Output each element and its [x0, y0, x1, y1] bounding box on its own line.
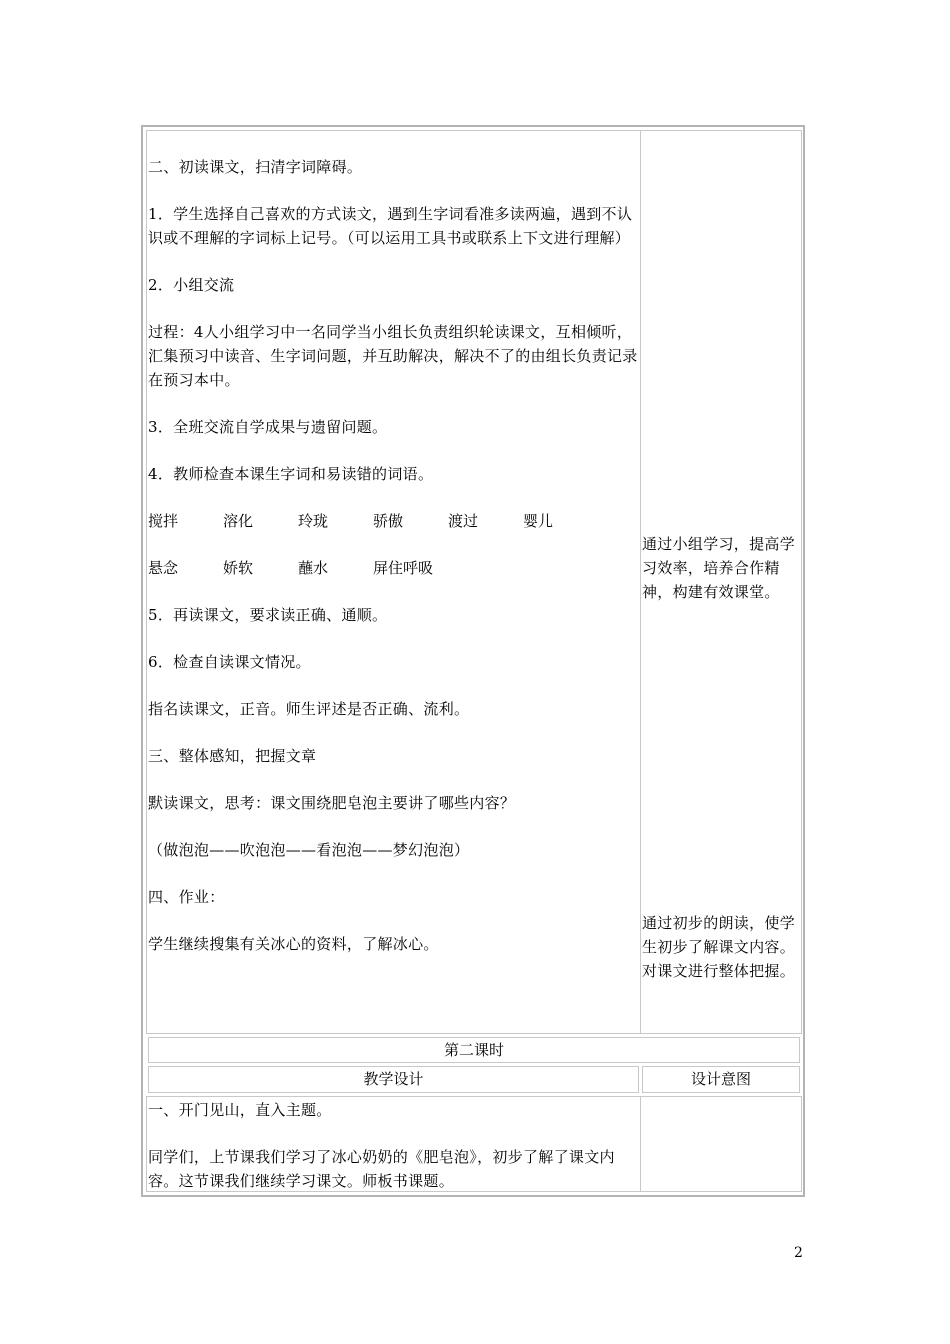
header-design: 教学设计 — [363, 1070, 424, 1088]
vocab-row-2 — [148, 556, 640, 580]
header-design-cell — [148, 1066, 639, 1093]
section-heading: 四、作业： — [148, 888, 225, 906]
paragraph: 6．检查自读课文情况。 — [148, 653, 311, 671]
vocab-row-1 — [148, 509, 640, 533]
paragraph: 过程：4人小组学习中一名同学当小组长负责组织轮读课文，互相倾听，汇集预习中读音、生字词问题，并互助解决，解决不了的由组长负责记录在预习本中。 — [148, 323, 638, 389]
vocab-word: 悬念 — [148, 559, 179, 577]
lesson-two-title: 第二课时 — [443, 1041, 504, 1059]
vocab-word: 渡过 — [448, 512, 479, 530]
paragraph: 3．全班交流自学成果与遗留问题。 — [148, 418, 388, 436]
paragraph: 4．教师检查本课生字词和易读错的词语。 — [148, 465, 434, 483]
paragraph: 默读课文，思考：课文围绕肥皂泡主要讲了哪些内容？ — [148, 794, 516, 812]
vocab-word: 屏住呼吸 — [373, 559, 434, 577]
section-heading: 二、初读课文，扫清字词障碍。 — [148, 158, 363, 176]
intent-note: 通过初步的朗读，使学生初步了解课文内容。对课文进行整体把握。 — [642, 914, 796, 980]
section-heading: 三、整体感知，把握文章 — [148, 747, 317, 765]
section-heading: 一、开门见山，直入主题。 — [148, 1101, 332, 1119]
header-intent: 设计意图 — [690, 1070, 751, 1088]
vocab-word: 玲珑 — [298, 512, 329, 530]
intent-note: 通过小组学习，提高学习效率，培养合作精神，构建有效课堂。 — [642, 535, 796, 601]
paragraph: 同学们，上节课我们学习了冰心奶奶的《肥皂泡》，初步了解了课文内容。这节课我们继续学习课文。师板书课题。 — [148, 1148, 615, 1190]
lesson-two-design-cell — [146, 1096, 641, 1192]
vocab-word: 溶化 — [223, 512, 254, 530]
vocab-word: 骄傲 — [373, 512, 404, 530]
lesson-one-intent-cell — [640, 130, 802, 1034]
paragraph: 2．小组交流 — [148, 276, 235, 294]
header-intent-cell — [642, 1066, 800, 1093]
lesson-plan-table — [141, 125, 805, 1197]
page-number: 2 — [794, 1245, 803, 1261]
lesson-two-intent-cell — [640, 1096, 802, 1192]
vocab-word: 娇软 — [223, 559, 254, 577]
vocab-word: 婴儿 — [523, 512, 554, 530]
paragraph: 1．学生选择自己喜欢的方式读文，遇到生字词看准多读两遍，遇到不认识或不理解的字词标上记号。（可以运用工具书或联系上下文进行理解） — [148, 205, 633, 247]
vocab-word: 搅拌 — [148, 512, 179, 530]
paragraph: 5．再读课文，要求读正确、通顺。 — [148, 606, 388, 624]
lesson-one-design-cell — [146, 130, 641, 1034]
lesson-two-title-cell — [148, 1037, 800, 1063]
vocab-word: 蘸水 — [298, 559, 329, 577]
paragraph: 指名读课文，正音。师生评述是否正确、流利。 — [148, 700, 470, 718]
paragraph: （做泡泡——吹泡泡——看泡泡——梦幻泡泡） — [148, 841, 470, 859]
paragraph: 学生继续搜集有关冰心的资料，了解冰心。 — [148, 935, 439, 953]
